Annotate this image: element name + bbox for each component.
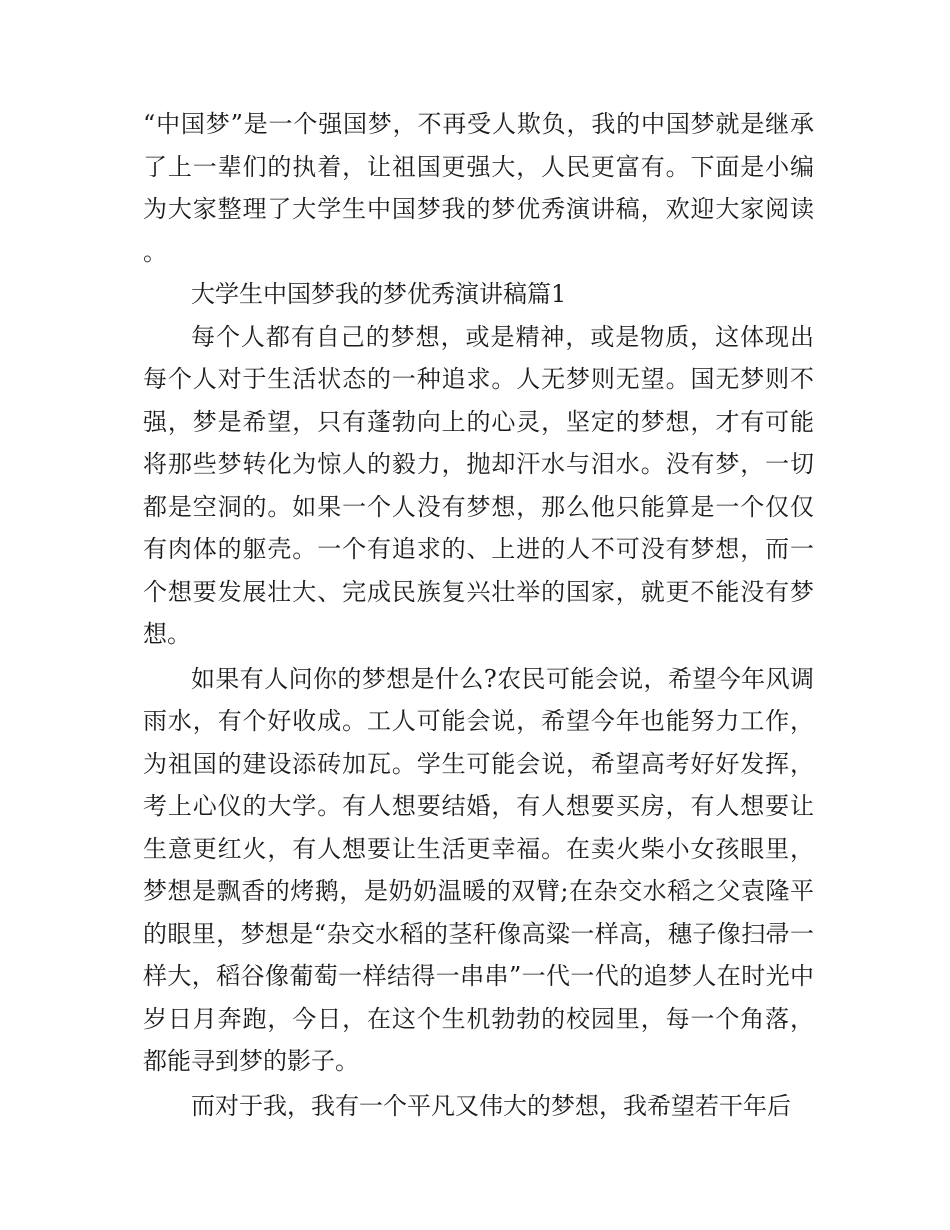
body-paragraph-2: 如果有人问你的梦想是什么?农民可能会说，希望今年风调雨水，有个好收成。工人可能会说，希望今年也能努力工作，为祖国的建设添砖加瓦。学生可能会说，希望高考好好发挥，考上心仪的大学。有人想要结婚，有人想要买房，有人想要让生意更红火，有人想要让生活更幸福。在卖火柴小女孩眼里，梦想是飘香的烤鹅，是奶奶温暖的双臂;在杂交水稻之父袁隆平的眼里，梦想是“杂交水稻的茎秆像高粱一样高，穗子像扫帚一样大，稻谷像葡萄一样结得一串串”一代一代的追梦人在时光中岁日月奔跑，今日，在这个生机勃勃的校园里，每一个角落，都能寻到梦的影子。 xyxy=(143,664,814,1075)
body-paragraph-1: 每个人都有自己的梦想，或是精神，或是物质，这体现出每个人对于生活状态的一种追求。人无梦则无望。国无梦则不强，梦是希望，只有蓬勃向上的心灵，坚定的梦想，才有可能将那些梦转化为惊人的毅力，抛却汗水与泪水。没有梦，一切都是空洞的。如果一个人没有梦想，那么他只能算是一个仅仅有肉体的躯壳。一个有追求的、上进的人不可没有梦想，而一个想要发展壮大、完成民族复兴壮举的国家，就更不能没有梦想。 xyxy=(143,322,814,648)
body-paragraph-3: 而对于我，我有一个平凡又伟大的梦想，我希望若干年后 xyxy=(191,1091,791,1120)
section-title: 大学生中国梦我的梦优秀演讲稿篇1 xyxy=(191,280,567,308)
intro-paragraph: “中国梦”是一个强国梦，不再受人欺负，我的中国梦就是继承了上一辈们的执着，让祖国更强大，人民更富有。下面是小编为大家整理了大学生中国梦我的梦优秀演讲稿，欢迎大家阅读。 xyxy=(143,110,814,266)
